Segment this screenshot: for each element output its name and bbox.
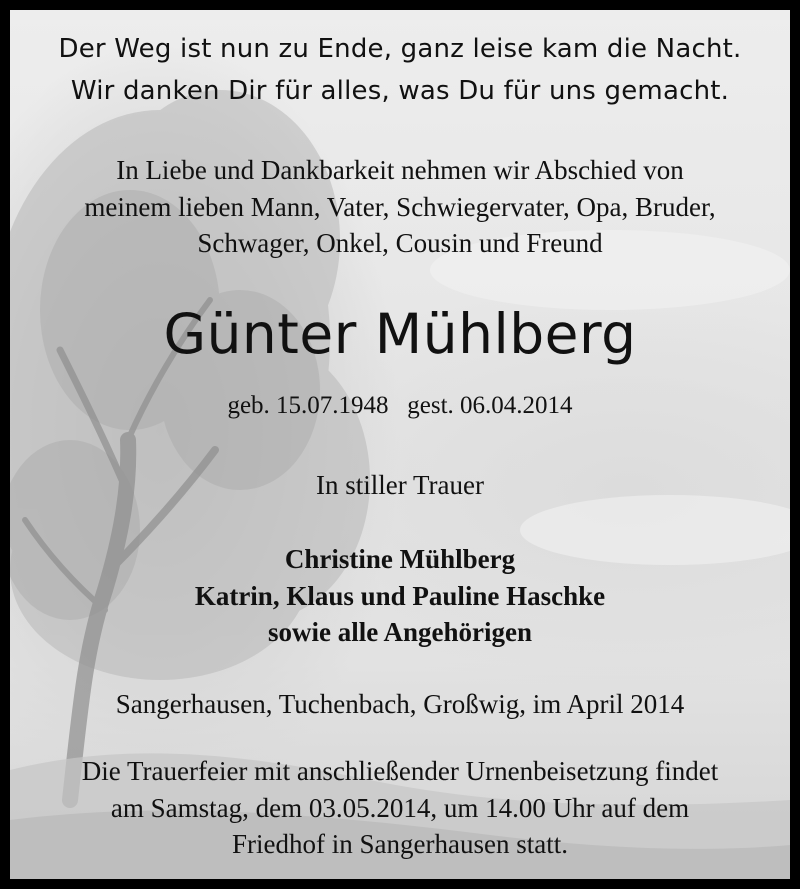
mourner-line-2: Katrin, Klaus und Pauline Haschke: [194, 581, 606, 611]
place-and-date: Sangerhausen, Tuchenbach, Großwig, im April 2014: [115, 689, 685, 719]
ceremony-line-2: am Samstag, dem 03.05.2014, um 14.00 Uhr auf dem: [110, 793, 690, 823]
mourner-line-3: sowie alle Angehörigen: [268, 617, 532, 647]
tree-background-image: [10, 10, 790, 879]
intro-line-3: Schwager, Onkel, Cousin und Freund: [197, 228, 603, 258]
intro-line-2: meinem lieben Mann, Vater, Schwiegervater, Opa, Bruder,: [84, 192, 716, 222]
poem-line-2: Wir danken Dir für alles, was Du für uns gemacht.: [70, 76, 730, 106]
ceremony-line-3: Friedhof in Sangerhausen statt.: [232, 829, 568, 859]
mourning-phrase: In stiller Trauer: [316, 470, 484, 500]
intro-line-1: In Liebe und Dankbarkeit nehmen wir Abschied von: [116, 155, 684, 185]
life-dates: geb. 15.07.1948 gest. 06.04.2014: [227, 392, 573, 419]
ceremony-line-1: Die Trauerfeier mit anschließender Urnenbeisetzung findet: [81, 756, 719, 786]
mourner-line-1: Christine Mühlberg: [284, 544, 516, 574]
poem-line-1: Der Weg ist nun zu Ende, ganz leise kam die Nacht.: [58, 34, 742, 64]
deceased-name: Günter Mühlberg: [163, 302, 637, 366]
